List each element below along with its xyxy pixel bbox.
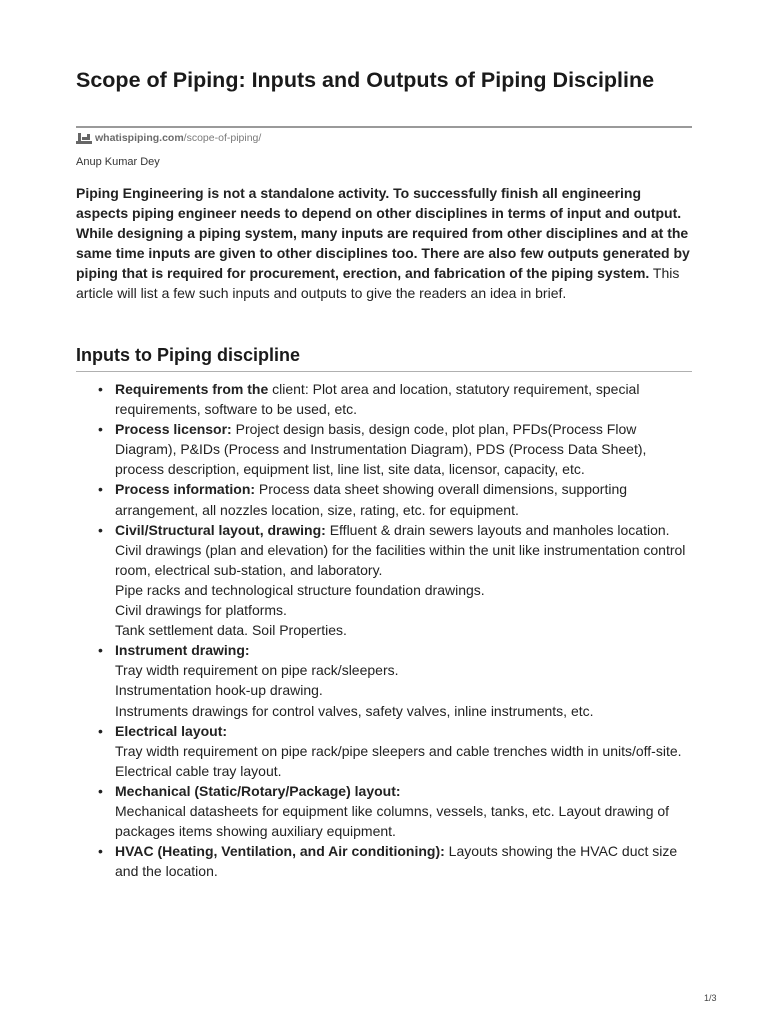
site-logo-icon [76, 132, 92, 145]
list-item-heading: Requirements from the [115, 381, 269, 397]
list-item-line: Instrumentation hook-up drawing. [115, 682, 323, 699]
source-path[interactable]: /scope-of-piping/ [183, 132, 262, 144]
author-name: Anup Kumar Dey [76, 156, 160, 168]
bullet-icon: • [98, 782, 103, 799]
list-item-line: Tray width requirement on pipe rack/sleepers. [115, 662, 399, 679]
list-item-text: Layouts showing the HVAC duct size and the location. [115, 843, 678, 880]
list-item-heading: HVAC (Heating, Ventilation, and Air conditioning): [115, 843, 445, 860]
bullet-icon: • [98, 521, 103, 538]
list-item [98, 479, 692, 519]
list-item-line: Civil drawings (plan and elevation) for the facilities within the unit like instrumentation control room, electrical sub-station, and laboratory. [115, 541, 686, 578]
list-item-text: client: Plot area and location, statutory requirement, special requirements, software to be used, etc. [115, 381, 640, 418]
bullet-icon: • [98, 722, 103, 739]
list-item-heading: Electrical layout: [115, 722, 228, 739]
list-item-line: Tank settlement data. Soil Properties. [115, 622, 347, 639]
list-item [98, 419, 692, 479]
source-domain[interactable]: whatispiping.com [95, 132, 184, 144]
list-item-heading: Process licensor: [115, 421, 232, 438]
list-item-text: Effluent & drain sewers layouts and manholes location. [325, 521, 670, 538]
list-item-heading: Civil/Structural layout, drawing: [115, 521, 326, 538]
list-item [98, 781, 692, 841]
list-item [98, 841, 692, 881]
list-item [98, 379, 692, 419]
list-item-heading: Process information: [115, 481, 256, 498]
list-item-line: Mechanical datasheets for equipment like columns, vessels, tanks, etc. Layout drawing of packages items showing auxiliary equipment. [115, 802, 670, 840]
intro-normal-text: This article will list a few such inputs and outputs to give the readers an idea in brief. [76, 265, 680, 301]
list-item-text: Project design basis, design code, plot plan, PFDs(Process Flow Diagram), P&IDs (Process and Instrumentation Diagram), PDS (Process Data Sheet), process description, equipment list, line list, site data, licensor, capacity, etc. [115, 421, 647, 478]
section-divider [76, 371, 692, 372]
bullet-icon: • [98, 642, 103, 659]
inputs-list [76, 379, 692, 881]
list-item-line: Tray width requirement on pipe rack/pipe sleepers and cable trenches width in units/off-site. [115, 742, 682, 759]
intro-bold-text: Piping Engineering is not a standalone activity. To successfully finish all engineering aspects piping engineer needs to depend on other disciplines in terms of input and output. While designing a piping system, many inputs are required from other disciplines and at the same time inputs are given to other disciplines too. There are also few outputs generated by piping that is required for procurement, erection, and fabrication of the piping system. [76, 185, 690, 281]
list-item-heading: Instrument drawing: [115, 642, 250, 659]
list-item [98, 520, 692, 641]
bullet-icon: • [98, 481, 103, 498]
page-title: Scope of Piping: Inputs and Outputs of Piping Discipline [76, 68, 655, 92]
list-item [98, 721, 692, 781]
list-item-heading: Mechanical (Static/Rotary/Package) layout: [115, 782, 401, 799]
page-number: 1/3 [704, 993, 717, 1003]
section-heading: Inputs to Piping discipline [76, 345, 300, 365]
list-item-text: Process data sheet showing overall dimensions, supporting arrangement, all nozzles location, size, rating, etc. for equipment. [115, 481, 628, 518]
bullet-icon: • [98, 381, 103, 397]
list-item-line: Instruments drawings for control valves, safety valves, inline instruments, etc. [115, 702, 594, 719]
intro-paragraph [76, 183, 692, 303]
list-item-line: Civil drawings for platforms. [115, 602, 287, 619]
title-divider [76, 126, 692, 128]
bullet-icon: • [98, 421, 103, 438]
bullet-icon: • [98, 843, 103, 860]
list-item-line: Electrical cable tray layout. [115, 762, 282, 779]
list-item [98, 640, 692, 720]
list-item-line: Pipe racks and technological structure foundation drawings. [115, 581, 485, 598]
source-line [76, 131, 261, 145]
